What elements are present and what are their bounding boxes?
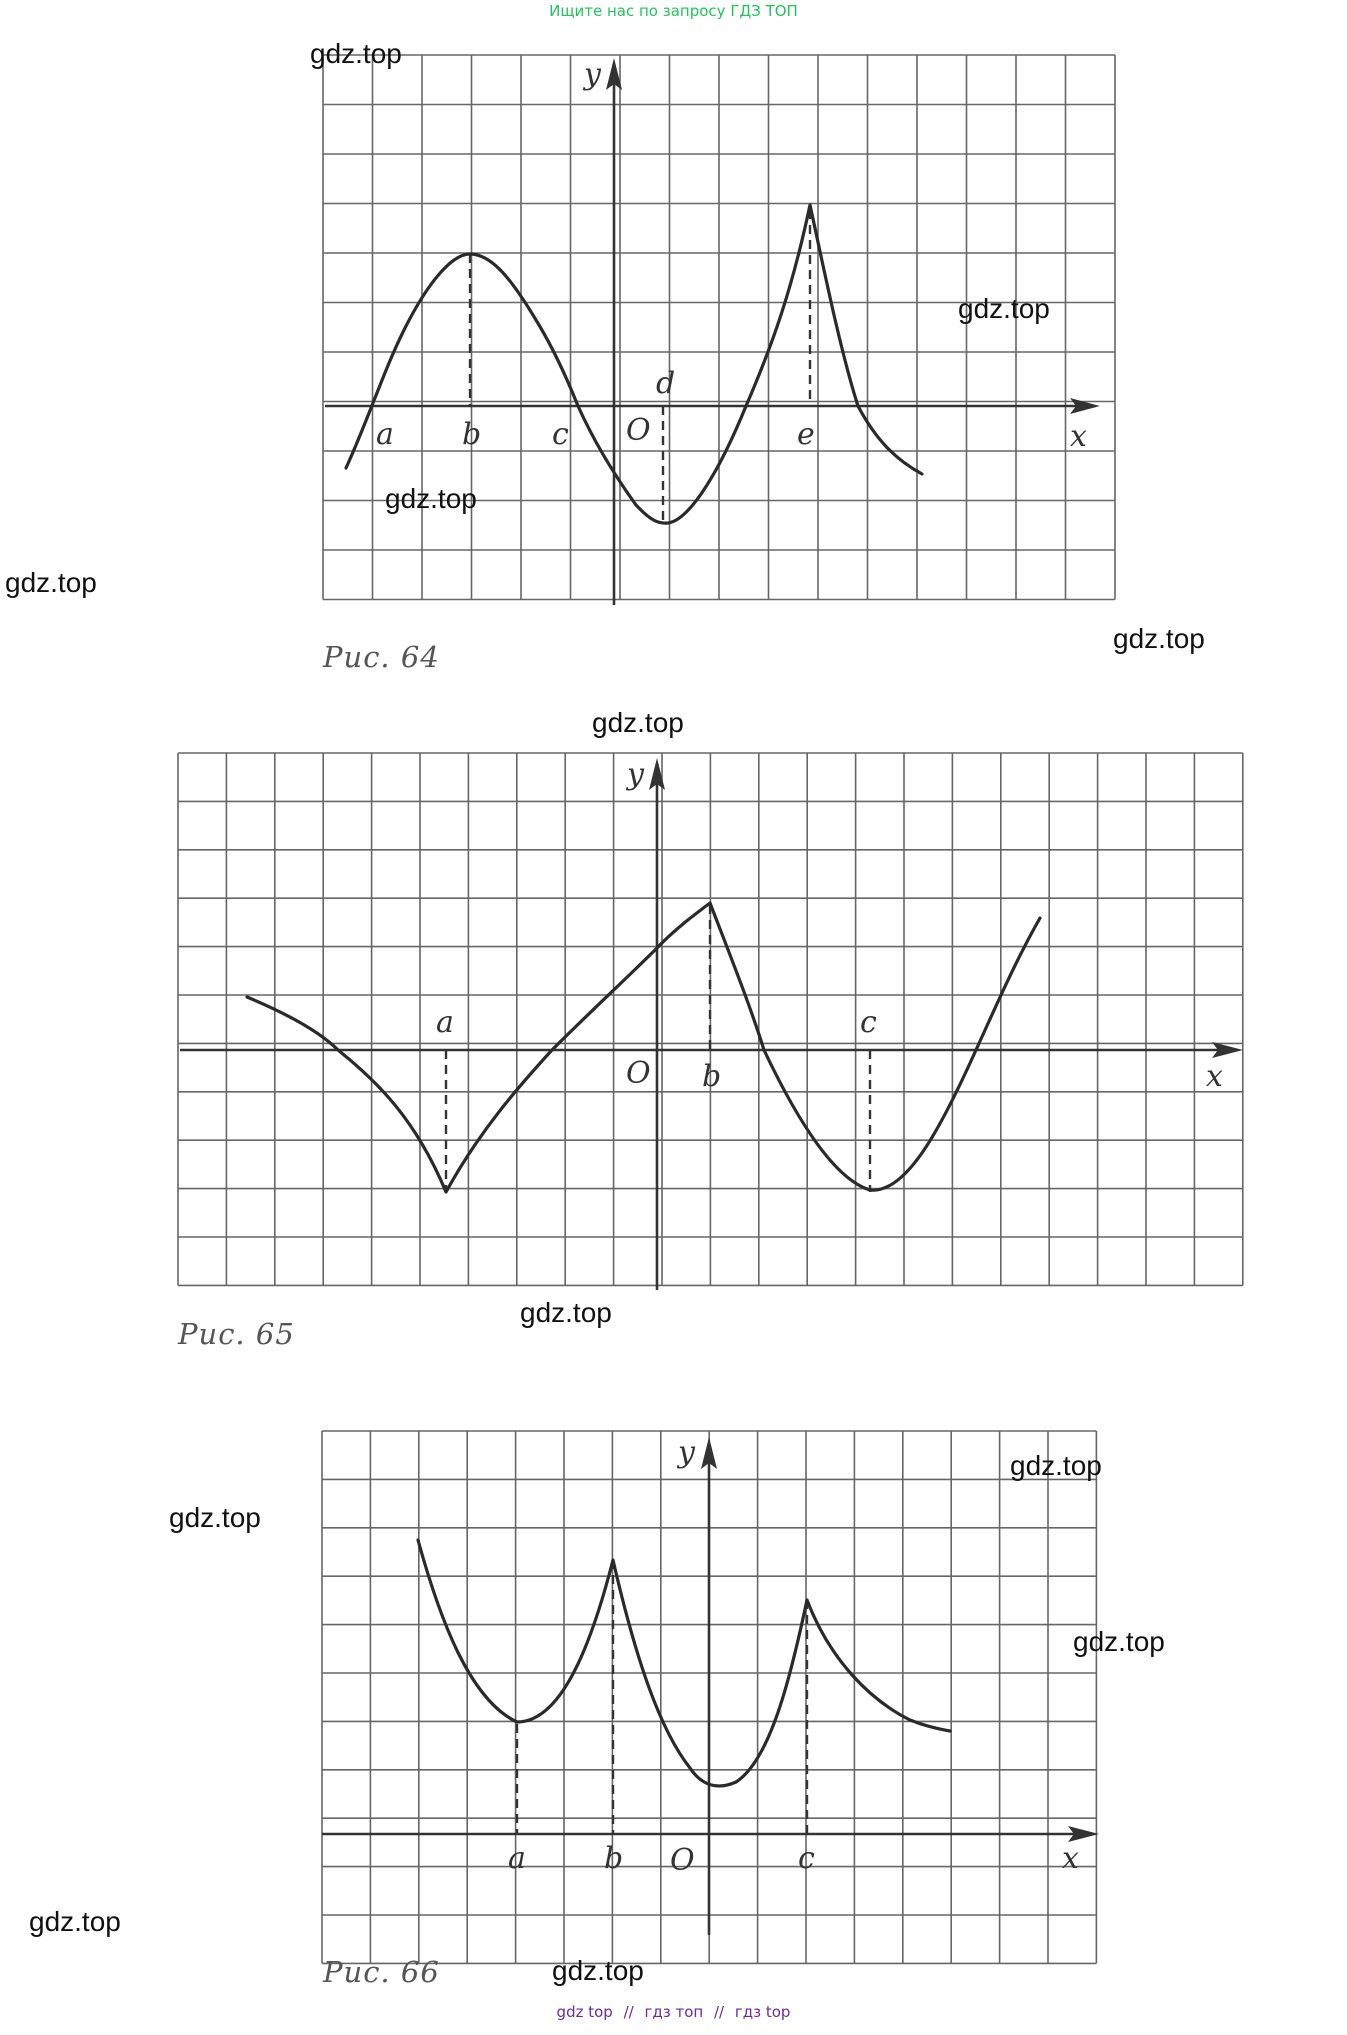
figure-65 [178, 753, 1243, 1290]
figure-66-label-a: a [508, 1841, 526, 1876]
footer-link-gdz-top[interactable]: gdz top [556, 2003, 613, 2021]
footer-separator: // [713, 2003, 725, 2021]
watermark-text: gdz.top [520, 1297, 612, 1328]
figure-65-label-c: c [860, 1005, 877, 1040]
figure-66-x-label: x [1062, 1841, 1079, 1876]
watermark-text: gdz.top [1073, 1626, 1165, 1657]
watermark-text: gdz.top [5, 567, 97, 598]
watermark-text: gdz.top [958, 293, 1050, 324]
watermark-text: gdz.top [1010, 1450, 1102, 1481]
footer-links [0, 2003, 1347, 2021]
figure-65-x-label: x [1206, 1059, 1223, 1094]
footer-separator: // [623, 2003, 634, 2021]
figure-66-origin-label: O [670, 1843, 695, 1878]
watermark-text: gdz.top [1113, 623, 1205, 654]
watermark-text: gdz.top [310, 38, 402, 69]
watermark-text: gdz.top [29, 1906, 121, 1937]
figure-65-grid [178, 753, 1243, 1285]
figure-64-label-e: e [797, 417, 815, 452]
figure-64-label-b: b [462, 417, 482, 452]
figure-66-y-label: y [678, 1435, 695, 1470]
figure-64-origin-label: O [626, 413, 651, 448]
figure-66-caption: Рис. 66 [323, 1955, 440, 1989]
watermark-text: gdz.top [592, 707, 684, 738]
watermark-text: gdz.top [169, 1502, 261, 1533]
watermark-text: gdz.top [385, 483, 477, 514]
footer-link-gdz-top-mixed[interactable]: гдз top [734, 2003, 791, 2021]
figure-64-y-label: y [584, 57, 601, 92]
search-hint-banner: Ищите нас по запросу ГДЗ ТОП [549, 2, 798, 20]
figure-64-label-a: a [376, 417, 394, 452]
figure-64-grid [323, 55, 1115, 600]
figure-65-origin-label: O [626, 1056, 651, 1091]
figure-66-label-b: b [604, 1841, 624, 1876]
footer-link-gdz-top-ru[interactable]: гдз топ [644, 2003, 704, 2021]
figure-64 [323, 55, 1115, 605]
figure-64-label-c: c [552, 417, 569, 452]
figure-66-label-c: c [798, 1841, 815, 1876]
figure-64-x-label: x [1070, 419, 1087, 454]
figure-66 [322, 1431, 1099, 1963]
figure-65-y-label: y [627, 757, 644, 792]
figure-65-label-b: b [702, 1059, 722, 1094]
figure-65-caption: Рис. 65 [178, 1317, 295, 1351]
watermark-text: gdz.top [552, 1955, 644, 1986]
figure-64-caption: Рис. 64 [323, 640, 440, 674]
figure-64-label-d: d [656, 366, 676, 401]
figure-65-label-a: a [436, 1005, 454, 1040]
